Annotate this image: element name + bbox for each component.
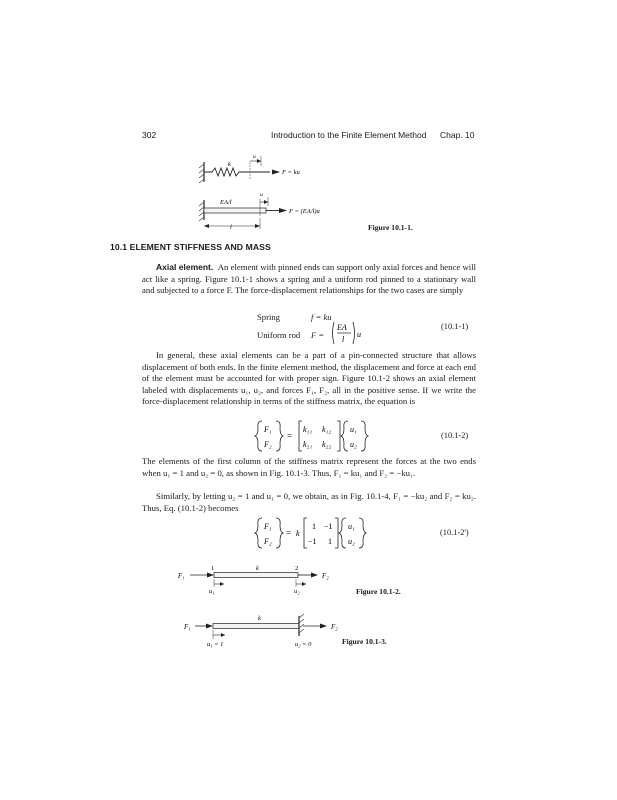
spring-zigzag bbox=[204, 168, 250, 176]
eq2-F2: F₂ bbox=[264, 440, 272, 449]
figure-10-1-1-caption: Figure 10.1-1. bbox=[368, 223, 413, 232]
fig2-u2: u₂ bbox=[294, 588, 300, 595]
figure-10-1-3 bbox=[183, 612, 348, 648]
paragraph-3 bbox=[142, 456, 476, 479]
eq1-numerator: EA bbox=[337, 323, 347, 332]
paragraph-axial-element bbox=[142, 262, 476, 297]
fig2-F1: F₁ bbox=[178, 572, 185, 580]
eq2-k11: k₁₁ bbox=[303, 425, 313, 434]
paragraph-3-text: The elements of the first column of the stiffness matrix represent the forces at the two ends when u₁ = 1 and u₂ = 0, as shown in Fig. 10.1-3. Thus, F₁ = ku₁ and F₂ = −ku₁. bbox=[142, 456, 476, 478]
eq1-rod-label: Uniform rod bbox=[257, 330, 301, 340]
eq2-u1: u₁ bbox=[350, 425, 357, 434]
page-number: 302 bbox=[142, 130, 157, 140]
spring-k-label: k bbox=[228, 161, 231, 168]
fig3-F1: F₁ bbox=[184, 623, 191, 631]
fig3-u2: u₂ = 0 bbox=[295, 641, 312, 648]
paragraph-4-text: Similarly, by letting u₂ = 1 and u₁ = 0, we obtain, as in Fig. 10.1-4, F₁ = −ku₂ and F₂ = ku₂. Thus, Eq. (10.1-2) becomes bbox=[142, 491, 476, 513]
eq2-k12: k₁₂ bbox=[322, 425, 332, 434]
rod-force-label: F = (EA/l)u bbox=[289, 208, 320, 215]
fig2-node1: 1 bbox=[211, 565, 215, 572]
figure-10-1-2-caption: Figure 10.1-2. bbox=[356, 587, 401, 596]
constrained-bar bbox=[213, 624, 299, 629]
eq2-F1: F₁ bbox=[264, 425, 272, 434]
fig2-F2: F₂ bbox=[322, 572, 329, 580]
eq2-k21: k₂₁ bbox=[303, 440, 313, 449]
eq1-rod-fraction bbox=[330, 320, 364, 346]
uniform-rod bbox=[204, 208, 266, 213]
rod-u-label: u bbox=[260, 192, 263, 198]
section-heading: 10.1 ELEMENT STIFFNESS AND MASS bbox=[110, 242, 271, 252]
paragraph-2-text: In general, these axial elements can be a part of a pin-connected structure that allows displacement of both ends. In the finite element method, the displacement and force at each end of the element must be accounted for with proper sign. Figure 10.1-2 shows an axial element labeled with displacements u₁, u₂, and forces F₁, F₂, all in the positive sense. If we write the force-displacement relationship in terms of the stiffness matrix, the equation is bbox=[142, 350, 476, 407]
eq3-m22: 1 bbox=[328, 537, 332, 546]
rod-ea-label: EA/l bbox=[220, 199, 232, 206]
fig2-u1: u₁ bbox=[209, 588, 215, 595]
spring-force-label: F = ku bbox=[282, 169, 300, 176]
eq2-number: (10.1-2) bbox=[441, 431, 469, 440]
eq2-u2: u₂ bbox=[350, 440, 357, 449]
eq1-denominator: l bbox=[342, 335, 345, 344]
wall-hatch-top bbox=[199, 162, 204, 183]
eq2-matrix-equation bbox=[254, 418, 379, 454]
fig2-node2: 2 bbox=[295, 565, 299, 572]
fig3-u1: u₁ = 1 bbox=[207, 641, 224, 648]
eq3-k: k bbox=[296, 529, 300, 538]
rod-length-label: l bbox=[230, 224, 232, 231]
eq3-F1: F₁ bbox=[264, 522, 272, 531]
chapter-label: Chap. 10 bbox=[440, 130, 475, 140]
eq3-F2: F₂ bbox=[264, 537, 272, 546]
wall-hatch-bottom bbox=[199, 200, 204, 221]
wall-hatch-right bbox=[299, 614, 304, 636]
fig2-k: k bbox=[256, 565, 259, 572]
axial-element-bar bbox=[214, 573, 298, 578]
running-title: Introduction to the Finite Element Method bbox=[271, 130, 427, 140]
run-in-heading: Axial element. bbox=[156, 262, 214, 272]
eq1-spring-label: Spring bbox=[257, 312, 280, 322]
eq3-m21: −1 bbox=[308, 537, 317, 546]
eq3-u2: u₂ bbox=[348, 537, 355, 546]
eq1-number: (10.1-1) bbox=[441, 322, 469, 331]
eq3-number: (10.1-2') bbox=[440, 528, 469, 537]
figure-10-1-1 bbox=[190, 150, 340, 232]
figure-10-1-2 bbox=[176, 563, 346, 595]
eq1-u: u bbox=[357, 330, 361, 339]
paragraph-1-body: An element with pinned ends can support only axial forces and hence will act like a spring. Figure 10.1-1 shows a spring and a uniform rod pinned to a stationary wall and subjected to a force F. The force-displacement relationships for the two cases are simply bbox=[142, 262, 476, 296]
svg-text:=: = bbox=[286, 528, 292, 538]
eq3-m12: −1 bbox=[324, 522, 333, 531]
svg-text:=: = bbox=[287, 431, 293, 441]
eq1-rod-lhs: F = bbox=[311, 330, 325, 340]
paragraph-2 bbox=[142, 350, 476, 408]
eq3-matrix-equation bbox=[254, 515, 379, 551]
eq2-k22: k₂₂ bbox=[322, 440, 332, 449]
eq3-m11: 1 bbox=[312, 522, 316, 531]
spring-u-label: u bbox=[253, 154, 256, 160]
eq1-spring-eq: f = ku bbox=[311, 312, 332, 322]
figure-10-1-3-caption: Figure 10.1-3. bbox=[342, 637, 387, 646]
paragraph-4 bbox=[142, 491, 476, 514]
fig3-k: k bbox=[258, 615, 261, 622]
eq3-u1: u₁ bbox=[348, 522, 355, 531]
fig3-F2: F₂ bbox=[331, 623, 338, 631]
